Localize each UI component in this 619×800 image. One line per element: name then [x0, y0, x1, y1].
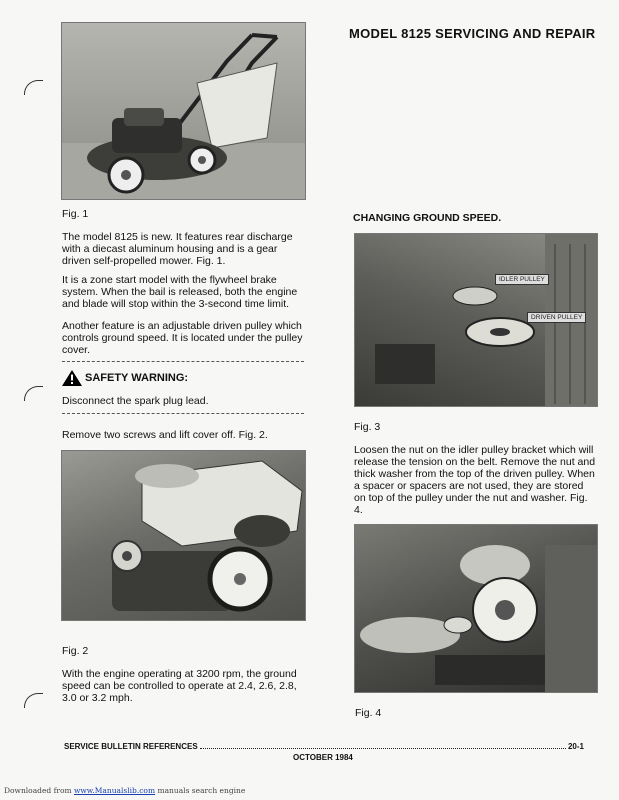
remove-cover-paragraph: Remove two screws and lift cover off. Fig. 2. — [62, 429, 268, 441]
fig4-caption: Fig. 4 — [355, 707, 382, 719]
watermark-suffix: manuals search engine — [157, 786, 246, 795]
margin-mark — [24, 386, 43, 401]
manualslib-link[interactable]: www.Manualslib.com — [73, 786, 156, 795]
adjustable-pulley-paragraph: Another feature is an adjustable driven pulley which controls ground speed. It is located under the pulley cover. — [62, 320, 303, 356]
fig4-washer-photo — [354, 524, 598, 693]
references-label: SERVICE BULLETIN REFERENCES — [64, 742, 198, 751]
divider — [62, 413, 304, 414]
fig2-caption: Fig. 2 — [62, 645, 89, 657]
margin-mark — [24, 693, 43, 708]
ground-speed-paragraph: With the engine operating at 3200 rpm, the ground speed can be controlled to operate at 2.4, 2.6, 2.8, 3.0 or 3.2 mph. — [62, 668, 297, 704]
footer-date: OCTOBER 1984 — [293, 753, 353, 762]
driven-pulley-label: DRIVEN PULLEY — [527, 312, 586, 323]
dot-leader — [200, 741, 566, 749]
divider — [62, 361, 304, 362]
warning-title: SAFETY WARNING: — [85, 372, 189, 384]
zone-start-paragraph: It is a zone start model with the flywheel brake system. When the bail is released, both the engine and blade will stop within the 3-second time limit. — [62, 274, 298, 310]
page-title: MODEL 8125 SERVICING AND REPAIR — [349, 26, 596, 41]
fig3-caption: Fig. 3 — [354, 421, 381, 433]
fig3-pulleys-photo — [354, 233, 598, 407]
warning-icon — [62, 370, 82, 386]
watermark-prefix: Downloaded from — [4, 786, 72, 795]
margin-mark — [24, 80, 43, 95]
fig1-caption: Fig. 1 — [62, 208, 89, 220]
fig2-pulley-cover-photo — [61, 450, 306, 621]
footer-references — [64, 741, 584, 753]
intro-paragraph: The model 8125 is new. It features rear discharge with a diecast aluminum housing and is a gear driven self-propelled mower. Fig. 1. — [62, 231, 293, 267]
page-reference: 20-1 — [567, 742, 584, 751]
fig1-mower-photo — [61, 22, 306, 200]
section-heading: CHANGING GROUND SPEED. — [353, 212, 502, 224]
download-watermark — [4, 786, 245, 795]
loosen-nut-paragraph: Loosen the nut on the idler pulley bracket which will release the tension on the belt. Remove the nut and thick washer from the top of the driven pulley. When a spacer or spacers are not used, they are stored on top of the pulley under the nut and washer. Fig. 4. — [354, 444, 596, 516]
idler-pulley-label: IDLER PULLEY — [495, 274, 549, 285]
warning-text: Disconnect the spark plug lead. — [62, 395, 209, 407]
